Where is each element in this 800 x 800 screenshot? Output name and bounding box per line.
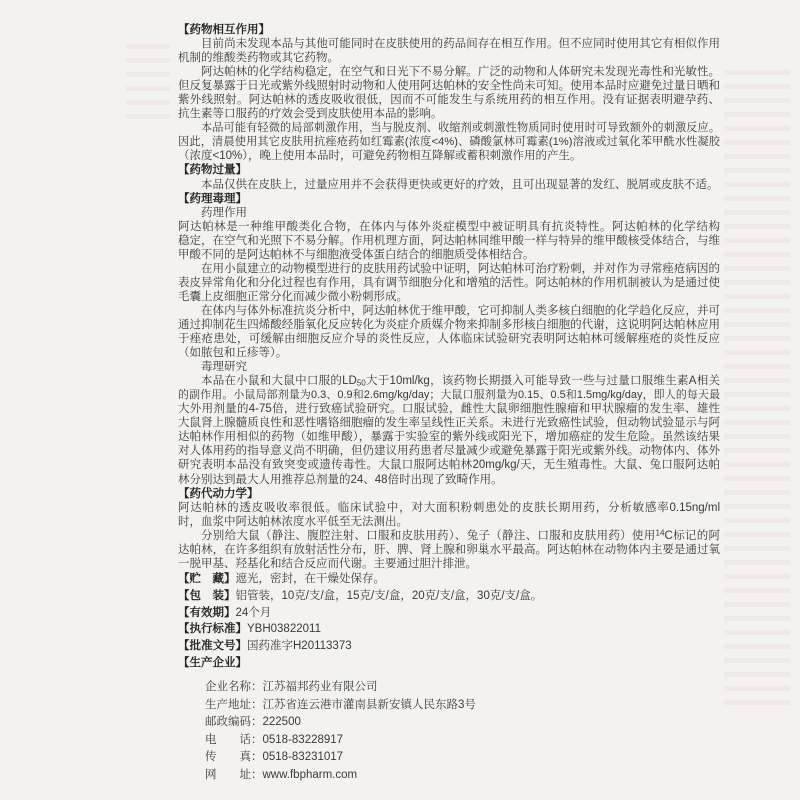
paragraph-line: 林分别达到最大人用推荐总剂量的24、48倍时出现了致畸作用。 bbox=[178, 473, 503, 486]
text-segment: C标记的阿 bbox=[664, 529, 720, 542]
paragraph-line: 但反复暴露于日光或紫外线照射时动物和人使用阿达帕林的安全性尚未可知。使用本品时应避免过量日晒和 bbox=[178, 80, 720, 93]
paragraph-line: 通过抑制花生四烯酸经脂氧化反应转化为炎症介质媒介物来抑制多形核白细胞的代谢，这说明阿达帕林应用 bbox=[178, 318, 720, 331]
paragraph-line: 表皮异常角化和分化过程也有作用，具有调节细胞分化和增殖的活性。阿达帕林的作用机制被认为是通过使 bbox=[178, 276, 720, 289]
approval-number-value: 国药准字H20113373 bbox=[247, 640, 352, 653]
standard-value: YBH03822011 bbox=[247, 623, 321, 636]
field-label: 网 址： bbox=[205, 768, 263, 781]
paragraph-line: 目前尚未发现本品与其他可能同时在皮肤使用的药品间存在相互作用。但不应同时使用其它有相似作用 bbox=[201, 38, 720, 51]
paragraph-line: 阿达帕林是一种维甲酸类化合物，在体内与体外炎症模型中被证明具有抗炎特性。阿达帕林的化学结构 bbox=[178, 220, 720, 233]
subsection-title: 药理作用 bbox=[201, 206, 247, 219]
paragraph-line: 阿达帕林的化学结构稳定，在空气和日光下不易分解。广泛的动物和人体研究未发现光毒性和光敏性。 bbox=[201, 66, 720, 79]
text-segment: 分别给大鼠（静注、腹腔注射、口服和皮肤用药）、兔子（静注、口服和皮肤用药）使用 bbox=[201, 529, 656, 542]
field-label: 传 真： bbox=[205, 751, 263, 764]
paragraph-line: 阿达帕林的透皮吸收率很低。临床试验中，对大面积粉刺患处的皮肤长期用药，分析敏感率0.15ng/ml bbox=[178, 501, 720, 514]
paragraph-line: 大外用剂量的4-75倍，进行致癌试验研究。口服试验，雌性大鼠卵细胞性腺瘤和甲状腺瘤的发生率、雄性 bbox=[178, 403, 720, 416]
paragraph-line: 毛囊上皮细胞正常分化而减少微小粉刺形成。 bbox=[178, 290, 408, 303]
paragraph-line: 大鼠肾上腺髓质良性和恶性嗜铬细胞瘤的发生率呈线性正关系。未进行光致癌性试验，但动物试验显示与阿 bbox=[178, 417, 720, 430]
section-pharmacology-toxicology bbox=[178, 192, 720, 487]
postcode-row bbox=[205, 714, 705, 732]
packaging-label: 【包 装】 bbox=[178, 589, 236, 602]
field-label: 邮政编码： bbox=[205, 716, 263, 729]
fax-row bbox=[205, 749, 705, 767]
packaging-row bbox=[178, 588, 720, 605]
text-segment: 本品在小鼠和大鼠中口服的LD bbox=[201, 375, 357, 388]
approval-number-label: 【批准文号】 bbox=[178, 640, 247, 653]
shelf-life-label: 【有效期】 bbox=[178, 606, 236, 619]
shelf-life-value: 24个月 bbox=[235, 606, 272, 619]
storage-label: 【贮 藏】 bbox=[178, 573, 236, 585]
paragraph-line: 达帕林，在许多组织有放射活性分布，肝、脾、肾上腺和卵巢水平最高。阿达帕林在动物体内主要是通过氧 bbox=[178, 543, 720, 556]
paragraph-line: 抗生素等口服药的疗效会受到皮肤使用本品的影响。 bbox=[178, 108, 443, 121]
paragraph-line: 在体内与体外标准抗炎分析中，阿达帕林优于维甲酸，它可抑制人类多核白细胞的化学趋化反应，并可 bbox=[201, 304, 720, 317]
standard-label: 【执行标准】 bbox=[178, 623, 247, 636]
paragraph-line bbox=[178, 529, 720, 543]
standard-row bbox=[178, 621, 720, 638]
company-name-row bbox=[205, 679, 705, 697]
paragraph-line: 的副作用。小鼠局部剂量为0.3、0.9和2.6mg/kg/day；大鼠口服剂量为0.15、0.5和1.5mg/kg/day，即人的每天最 bbox=[178, 389, 720, 402]
subscript: 50 bbox=[356, 378, 366, 388]
field-label: 企业名称： bbox=[205, 681, 263, 693]
paragraph-line: 达帕林作用相似的药物（如维甲酸），暴露于实验室的紫外线或阳光下，增加癌症的发生危险。虽然该结果 bbox=[178, 431, 720, 444]
packaging-value: 铝管装，10克/支/盒，15克/支/盒，20克/支/盒，30克/支/盒。 bbox=[235, 589, 543, 602]
field-value: 江苏福邦药业有限公司 bbox=[262, 681, 378, 693]
section-heading: 【药理毒理】 bbox=[178, 192, 247, 205]
paragraph-line: 本品可能有轻微的局部刺激作用，当与脱皮剂、收缩剂或刺激性物质同时使用时可导致额外的刺激反应。 bbox=[201, 122, 720, 135]
phone-row bbox=[205, 732, 705, 750]
section-heading: 【药物过量】 bbox=[178, 164, 247, 177]
manufacturer-heading: 【生产企业】 bbox=[178, 656, 247, 669]
section-pharmacokinetics bbox=[178, 487, 720, 571]
shelf-life-row bbox=[178, 605, 720, 622]
paragraph-line: 时，血浆中阿达帕林浓度水平低至无法测出。 bbox=[178, 515, 408, 528]
paragraph-line: （如脓包和丘疹等）。 bbox=[178, 347, 288, 360]
field-value: 222500 bbox=[262, 716, 301, 729]
paragraph-line: 对人体用药的指导意义尚不明确，但仍建议用药患者尽量减少或避免暴露于阳光或紫外线。动物体内、体外 bbox=[178, 445, 720, 458]
field-value: 0518-83231017 bbox=[262, 751, 344, 764]
website-row bbox=[205, 767, 705, 785]
paragraph-line: 因此，清晨使用其它皮肤用抗痤疮药如红霉素(浓度<4%)、磷酸氯林可霉素(1%)溶液或过氧化苯甲酰水性凝胶 bbox=[178, 136, 720, 149]
bleed-through-marks bbox=[724, 70, 790, 710]
bleed-through-marks bbox=[126, 44, 170, 128]
field-value: 江苏省连云港市灌南县新安镇人民东路3号 bbox=[262, 698, 476, 711]
product-info-list bbox=[178, 571, 720, 672]
section-drug-interactions bbox=[178, 23, 720, 163]
field-label: 电 话： bbox=[205, 733, 263, 746]
paragraph-line: 机制的维酸类药物或其它药物。 bbox=[178, 52, 339, 65]
paragraph-line: 稳定，在空气和光照下不易分解。作用机理方面，阿达帕林同维甲酸一样与特异的维甲酸核受体结合，与维 bbox=[178, 234, 720, 247]
paragraph-line bbox=[178, 374, 720, 388]
paragraph-line: 在用小鼠建立的动物模型进行的皮肤用药试验中证明，阿达帕林可治疗粉刺，并对作为寻常痤疮病因的 bbox=[201, 262, 720, 275]
field-value: 0518-83228917 bbox=[262, 733, 344, 746]
paragraph-line: 甲酸不同的是阿达帕林不与细胞液受体蛋白结合的细胞质受体相结合。 bbox=[178, 248, 535, 261]
approval-number-row bbox=[178, 638, 720, 655]
paragraph-line: 紫外线照射。阿达帕林的透皮吸收很低，因而不可能发生与系统用药的相互作用。没有证据表明避孕药、 bbox=[178, 94, 720, 107]
paragraph-line: 研究表明本品没有致突变或遗传毒性。大鼠口服阿达帕林20mg/kg/天，无生殖毒性。大鼠、兔口服阿达帕 bbox=[178, 459, 720, 472]
subsection-title: 毒理研究 bbox=[201, 361, 247, 374]
storage-row bbox=[178, 571, 720, 588]
address-row bbox=[205, 697, 705, 715]
section-overdose bbox=[178, 163, 720, 191]
superscript: 14 bbox=[655, 528, 665, 538]
text-segment: 大于10ml/kg，该药物长期摄入可能导致一些与过量口服维生素A相关 bbox=[365, 375, 720, 388]
storage-value: 遮光，密封，在干燥处保存。 bbox=[235, 573, 385, 585]
manufacturer-details bbox=[205, 679, 705, 785]
field-value: www.fbpharm.com bbox=[262, 768, 358, 781]
section-heading: 【药物相互作用】 bbox=[178, 24, 270, 36]
paragraph-line: （浓度<10%），晚上使用本品时，可避免药物相互降解或蓄积刺激作用的产生。 bbox=[178, 150, 582, 163]
insert-body bbox=[178, 23, 720, 571]
paragraph-line: 本品仅供在皮肤上，过量应用并不会获得更快或更好的疗效，且可出现显著的发红、脱屑或皮肤不适。 bbox=[201, 178, 719, 191]
field-label: 生产地址： bbox=[205, 698, 263, 711]
paragraph-line: 一脱甲基、羟基化和结合反应而代谢。主要通过胆汁排泄。 bbox=[178, 557, 477, 570]
section-heading: 【药代动力学】 bbox=[178, 487, 259, 500]
paragraph-line: 于痤疮患处，可缓解由细胞反应介导的炎性反应，人体临床试验研究表明阿达帕林可缓解痤疮的炎性反应 bbox=[178, 333, 720, 346]
